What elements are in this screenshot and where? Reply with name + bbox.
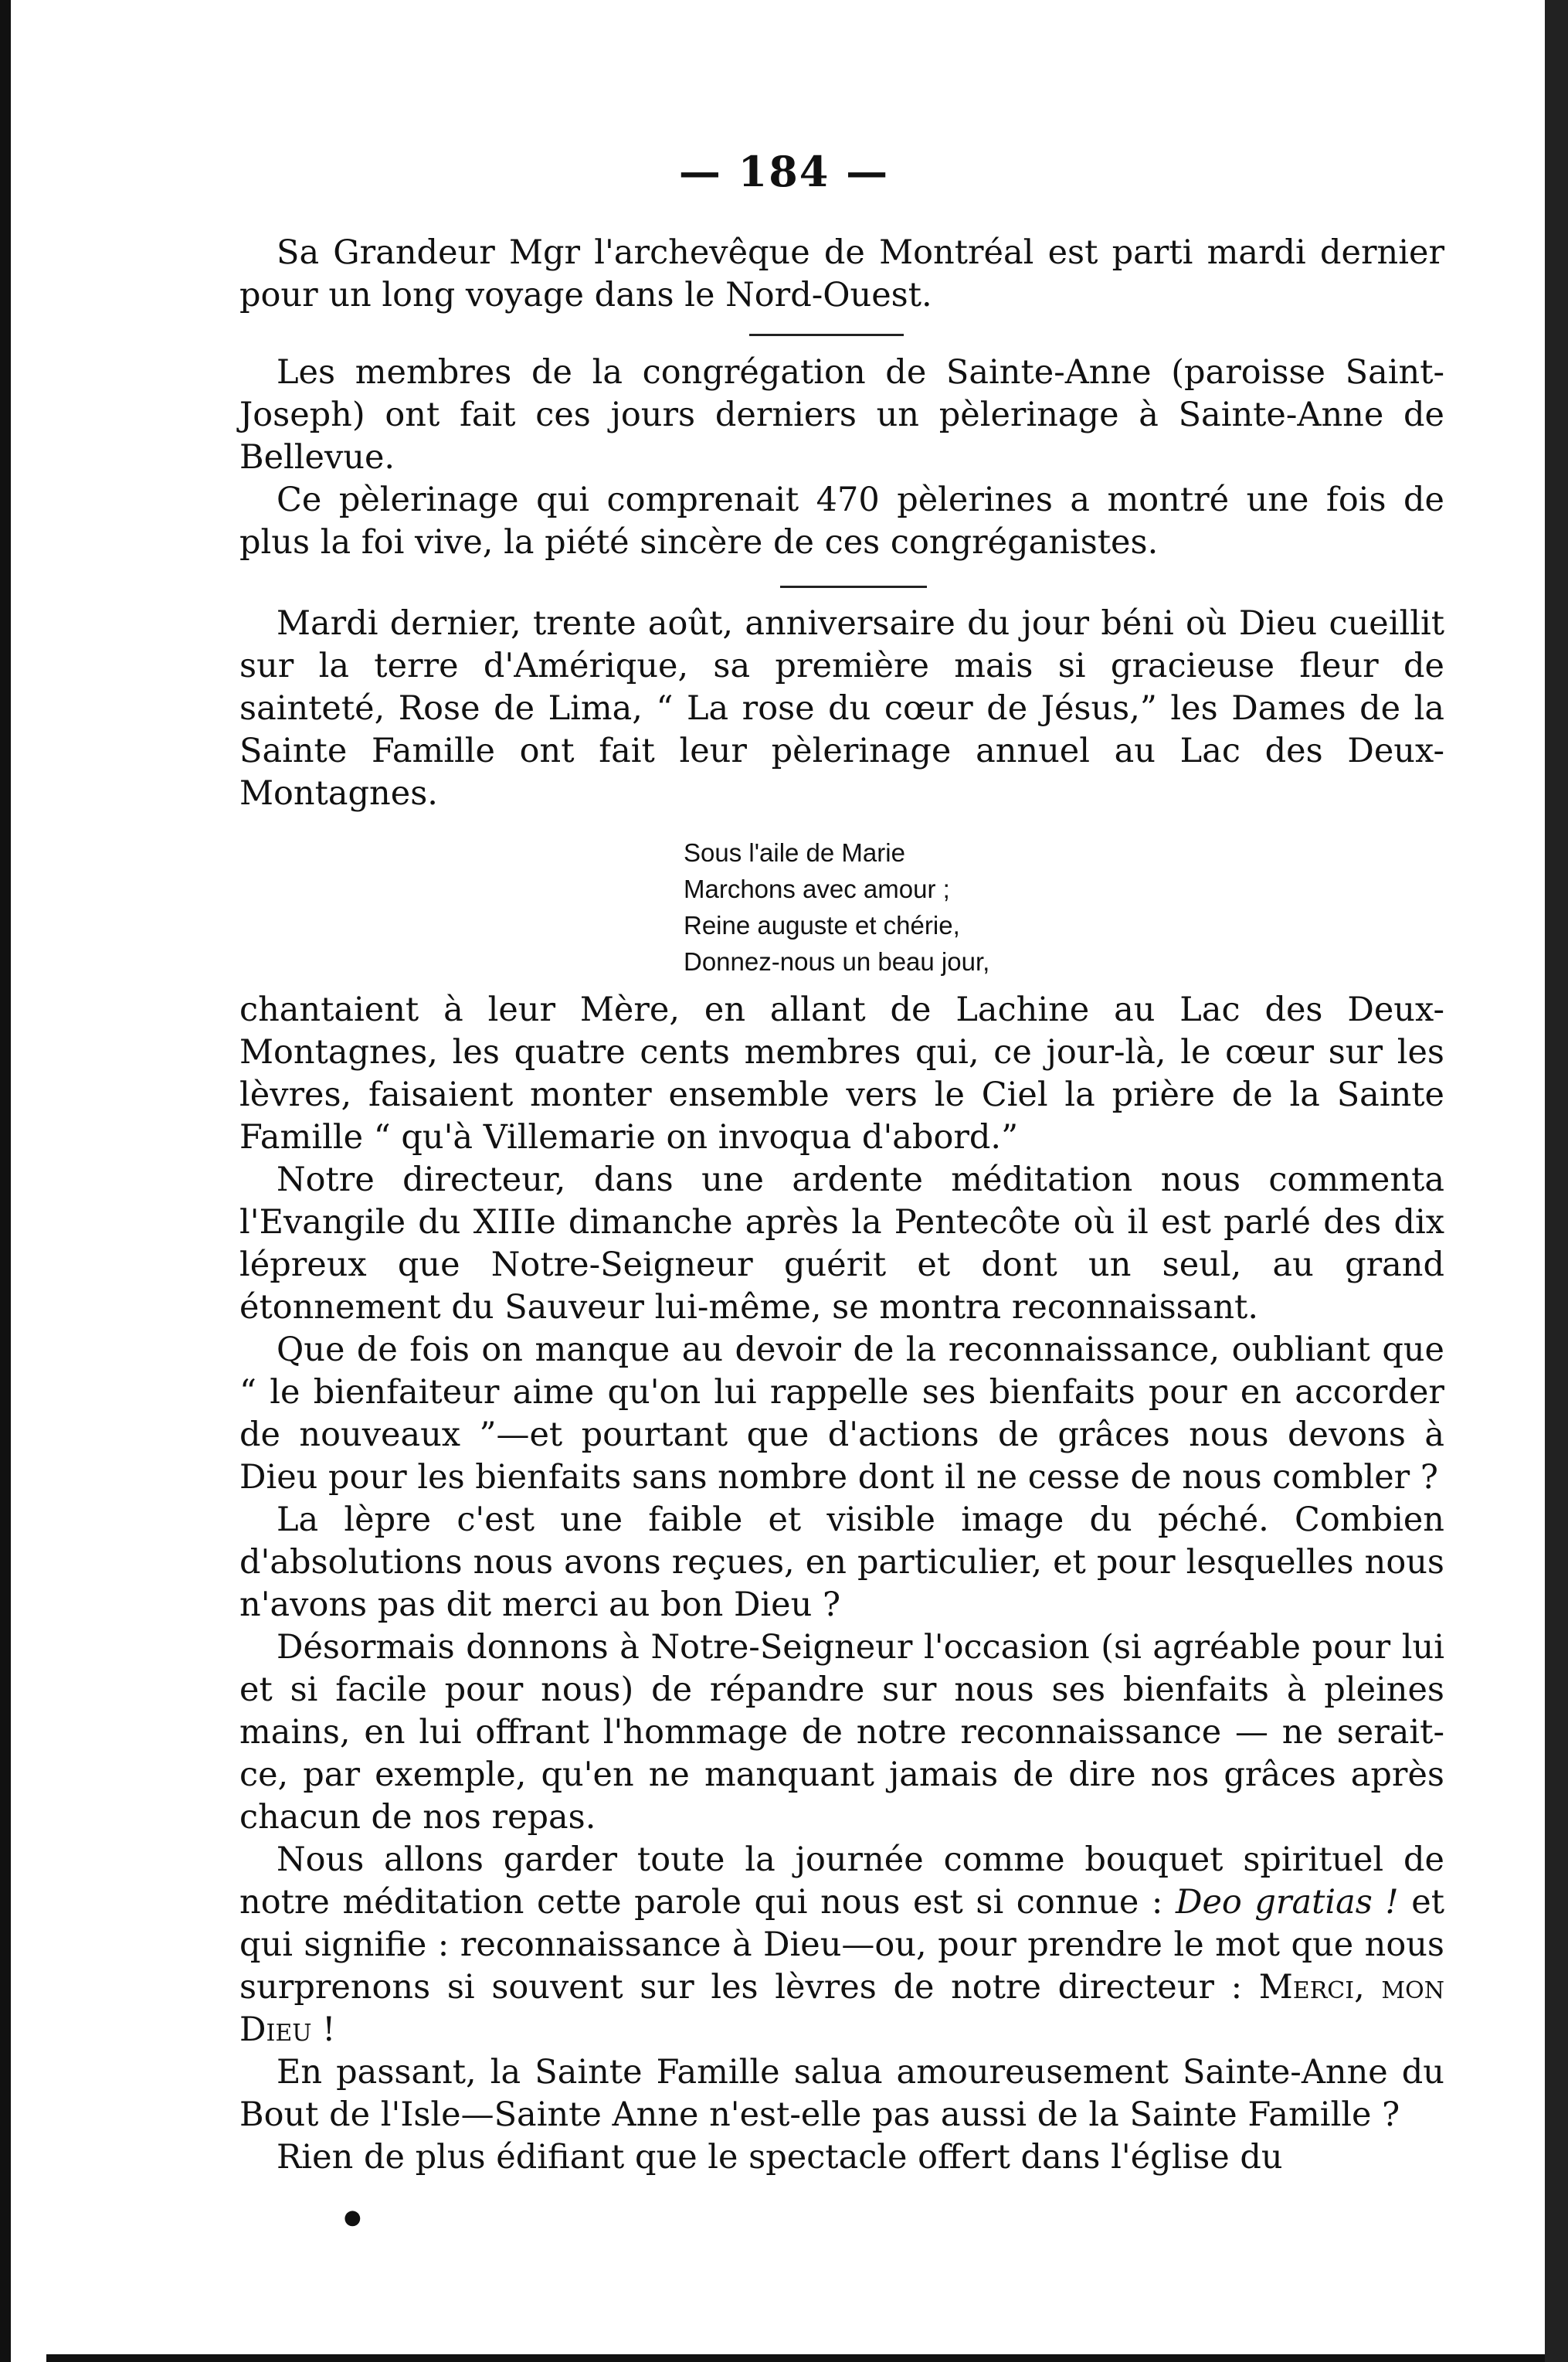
section-divider [749,334,904,336]
poem-line: Donnez-nous un beau jour, [684,947,990,976]
merci-mon-dieu: Merci, mon Dieu [239,1968,1444,2049]
paragraph-pilgrimage: Ce pèlerinage qui comprenait 470 pèlerines a montré une fois de plus la foi vive, la piété sincère de ces congréganistes. [239,481,1444,562]
text-block-3 [239,603,1444,815]
poem-line: Reine auguste et chérie, [684,911,960,940]
paragraph-congregation: Les membres de la congrégation de Sainte-Anne (paroisse Saint-Joseph) ont fait ces jours derniers un pèlerinage à Sainte-Anne de Bellevue. [239,353,1444,477]
poem-line: Sous l'aile de Marie [684,838,905,867]
section-divider [780,586,927,588]
paragraph-meditation: Notre directeur, dans une ardente méditation nous commenta l'Evangile du XIIIe dimanche après la Pentecôte où il est parlé des dix lépreux que Notre-Seigneur guérit et dont un seul, au grand étonnement du Sauveur lui-même, se montra reconnaissant. [239,1161,1444,1327]
paragraph-chantaient: chantaient à leur Mère, en allant de Lachine au Lac des Deux-Montagnes, les quatre cents membres qui, ce jour-là, le cœur sur les lèvres, faisaient monter ensemble vers le Ciel la prière de la Sainte Famille “ qu'à Villemarie on invoqua d'abord.” [239,991,1444,1157]
paragraph-en-passant: En passant, la Sainte Famille salua amoureusement Sainte-Anne du Bout de l'Isle—Sainte Anne n'est-elle pas aussi de la Sainte Famille ? [239,2053,1444,2134]
paragraph-archbishop: Sa Grandeur Mgr l'archevêque de Montréal est parti mardi dernier pour un long voyage dans le Nord-Ouest. [239,233,1444,314]
scan-border-left [0,0,11,2362]
paragraph-rien: Rien de plus édifiant que le spectacle offert dans l'église du [277,2138,1283,2177]
paragraph-lepre: La lèpre c'est une faible et visible image du péché. Combien d'absolutions nous avons reçues, en particulier, et pour lesquelles nous n'avons pas dit merci au bon Dieu ? [239,1500,1444,1624]
text-block-2 [239,352,1444,564]
poem-line: Marchons avec amour ; [684,875,950,903]
poem-verse [684,834,1224,980]
scan-border-bottom [46,2354,1545,2362]
deo-text-after: ! [311,2010,336,2049]
deo-text-middle: et qui signifie : reconnaissance à Dieu—ou, pour prendre le mot que nous surprenons si souvent sur les lèvres de notre directeur : [239,1883,1444,2007]
paragraph-holy-family: Mardi dernier, trente août, anniversaire du jour béni où Dieu cueillit sur la terre d'Amérique, sa première mais si gracieuse fleur de sainteté, Rose de Lima, “ La rose du cœur de Jésus,” les Dames de la Sainte Famille ont fait leur pèlerinage annuel au Lac des Deux-Montagnes. [239,604,1444,813]
text-block-1 [239,232,1444,317]
deo-gratias-italic: Deo gratias ! [1175,1883,1399,1922]
page-number: — 184 — [678,147,890,196]
footer-mark: ● [344,2206,361,2229]
text-block-4 [239,989,1444,2179]
scan-border-right [1545,0,1568,2362]
paragraph-desormais: Désormais donnons à Notre-Seigneur l'occasion (si agréable pour lui et si facile pour nous) de répandre sur nous ses bienfaits à pleines mains, en lui offrant l'hommage de notre reconnaissance — ne serait-ce, par exemple, qu'en ne manquant jamais de dire nos grâces après chacun de nos repas. [239,1628,1444,1837]
deo-text-before: Nous allons garder toute la journée comme bouquet spirituel de notre méditation cette parole qui nous est si connue : [239,1840,1444,1922]
paragraph-deo-gratias [239,1839,1444,2051]
paragraph-reconnaissance: Que de fois on manque au devoir de la reconnaissance, oubliant que “ le bienfaiteur aime qu'on lui rappelle ses bienfaits pour en accorder de nouveaux ”—et pourtant que d'actions de grâces nous devons à Dieu pour les bienfaits sans nombre dont il ne cesse de nous combler ? [239,1331,1444,1497]
